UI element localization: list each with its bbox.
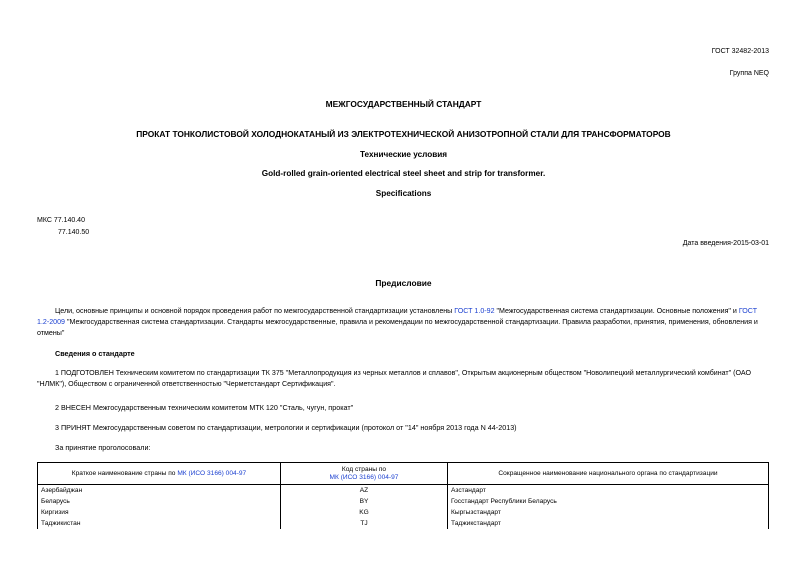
country-cell: Таджикистан [38, 518, 281, 529]
p1-text-c: "Межгосударственная система стандартизации. Стандарты межгосударственные, правила и рекомендации по межгосударственной стандартизации. Правила разработки, принятия, применения, обновления и [65, 318, 758, 326]
standards-body-cell: Таджикстандарт [448, 518, 769, 529]
standard-type: МЕЖГОСУДАРСТВЕННЫЙ СТАНДАРТ [325, 99, 482, 109]
table-row [38, 496, 769, 507]
item-3: 3 ПРИНЯТ Межгосударственным советом по стандартизации, метрологии и сертификации (протокол от "14" ноября 2013 года N 44-2013) [55, 423, 517, 432]
code-cell: BY [281, 496, 448, 507]
table-row [38, 518, 769, 529]
doc-group: Группа NEQ [729, 70, 769, 77]
mks-code-2: 77.140.50 [58, 229, 90, 236]
link-gost-1-2-2009-part1[interactable]: ГОСТ [738, 307, 758, 315]
standards-body-cell: Кыргызстандарт [448, 507, 769, 518]
item-2: 2 ВНЕСЕН Межгосударственным техническим комитетом МТК 120 "Сталь, чугун, прокат" [55, 403, 354, 412]
col-code-header [281, 463, 448, 485]
country-cell: Азербайджан [38, 485, 281, 497]
col-code-header-text: Код страны по [341, 465, 387, 473]
table-row [38, 507, 769, 518]
doc-number: ГОСТ 32482-2013 [711, 48, 769, 55]
table-header-row [38, 463, 769, 485]
item-1-line-a: 1 ПОДГОТОВЛЕН Техническим комитетом по стандартизации ТК 375 "Металлопродукция из черных металлов и сплавов", Открытым акционерным обществом "Новолипецкий металлургический комбинат" (ОАО [55, 369, 751, 377]
country-cell: Киргизия [38, 507, 281, 518]
link-gost-1-0-92[interactable]: ГОСТ 1.0-92 [454, 307, 495, 315]
voted-label: За принятие проголосовали: [55, 443, 151, 452]
document-subtitle: Технические условия [359, 150, 448, 159]
foreword-heading: Предисловие [375, 278, 432, 288]
info-heading: Сведения о стандарте [55, 349, 135, 358]
item-1 [37, 368, 772, 390]
mks-code-1: МКС 77.140.40 [37, 217, 85, 224]
standards-body-cell: Азстандарт [448, 485, 769, 497]
p1-text-d: отмены" [37, 329, 65, 337]
link-mk-iso-3166-code[interactable]: МК (ИСО 3166) 004-97 [329, 473, 399, 481]
member-states-table [37, 462, 769, 529]
english-subtitle: Specifications [375, 189, 432, 198]
item-1-line-b: "НЛМК"), Обществом с ограниченной ответственностью "Черметстандарт Сертификация". [37, 380, 336, 388]
code-cell: TJ [281, 518, 448, 529]
p1-text-a: Цели, основные принципы и основной порядок проведения работ по межгосударственной стандартизации установлены [55, 307, 455, 315]
document-title: ПРОКАТ ТОНКОЛИСТОВОЙ ХОЛОДНОКАТАНЫЙ ИЗ ЭЛЕКТРОТЕХНИЧЕСКОЙ АНИЗОТРОПНОЙ СТАЛИ ДЛЯ ТРАНСФОРМАТОРОВ [136, 129, 671, 139]
country-cell: Беларусь [38, 496, 281, 507]
link-gost-1-2-2009-part2[interactable]: 1.2-2009 [37, 318, 66, 326]
col-country-header-text: Краткое наименование страны по [71, 469, 178, 477]
p1-text-b: "Межгосударственная система стандартизации. Основные положения" и [494, 307, 739, 315]
intro-date: Дата введения-2015-03-01 [682, 240, 769, 247]
code-cell: KG [281, 507, 448, 518]
col-country-header [38, 463, 281, 485]
standards-body-cell: Госстандарт Республики Беларусь [448, 496, 769, 507]
table-row [38, 485, 769, 497]
col-body-header: Сокращенное наименование национального органа по стандартизации [448, 463, 769, 485]
link-mk-iso-3166[interactable]: МК (ИСО 3166) 004-97 [177, 469, 247, 477]
code-cell: AZ [281, 485, 448, 497]
foreword-paragraph [37, 306, 772, 339]
english-title: Gold-rolled grain-oriented electrical steel sheet and strip for transformer. [261, 169, 546, 178]
